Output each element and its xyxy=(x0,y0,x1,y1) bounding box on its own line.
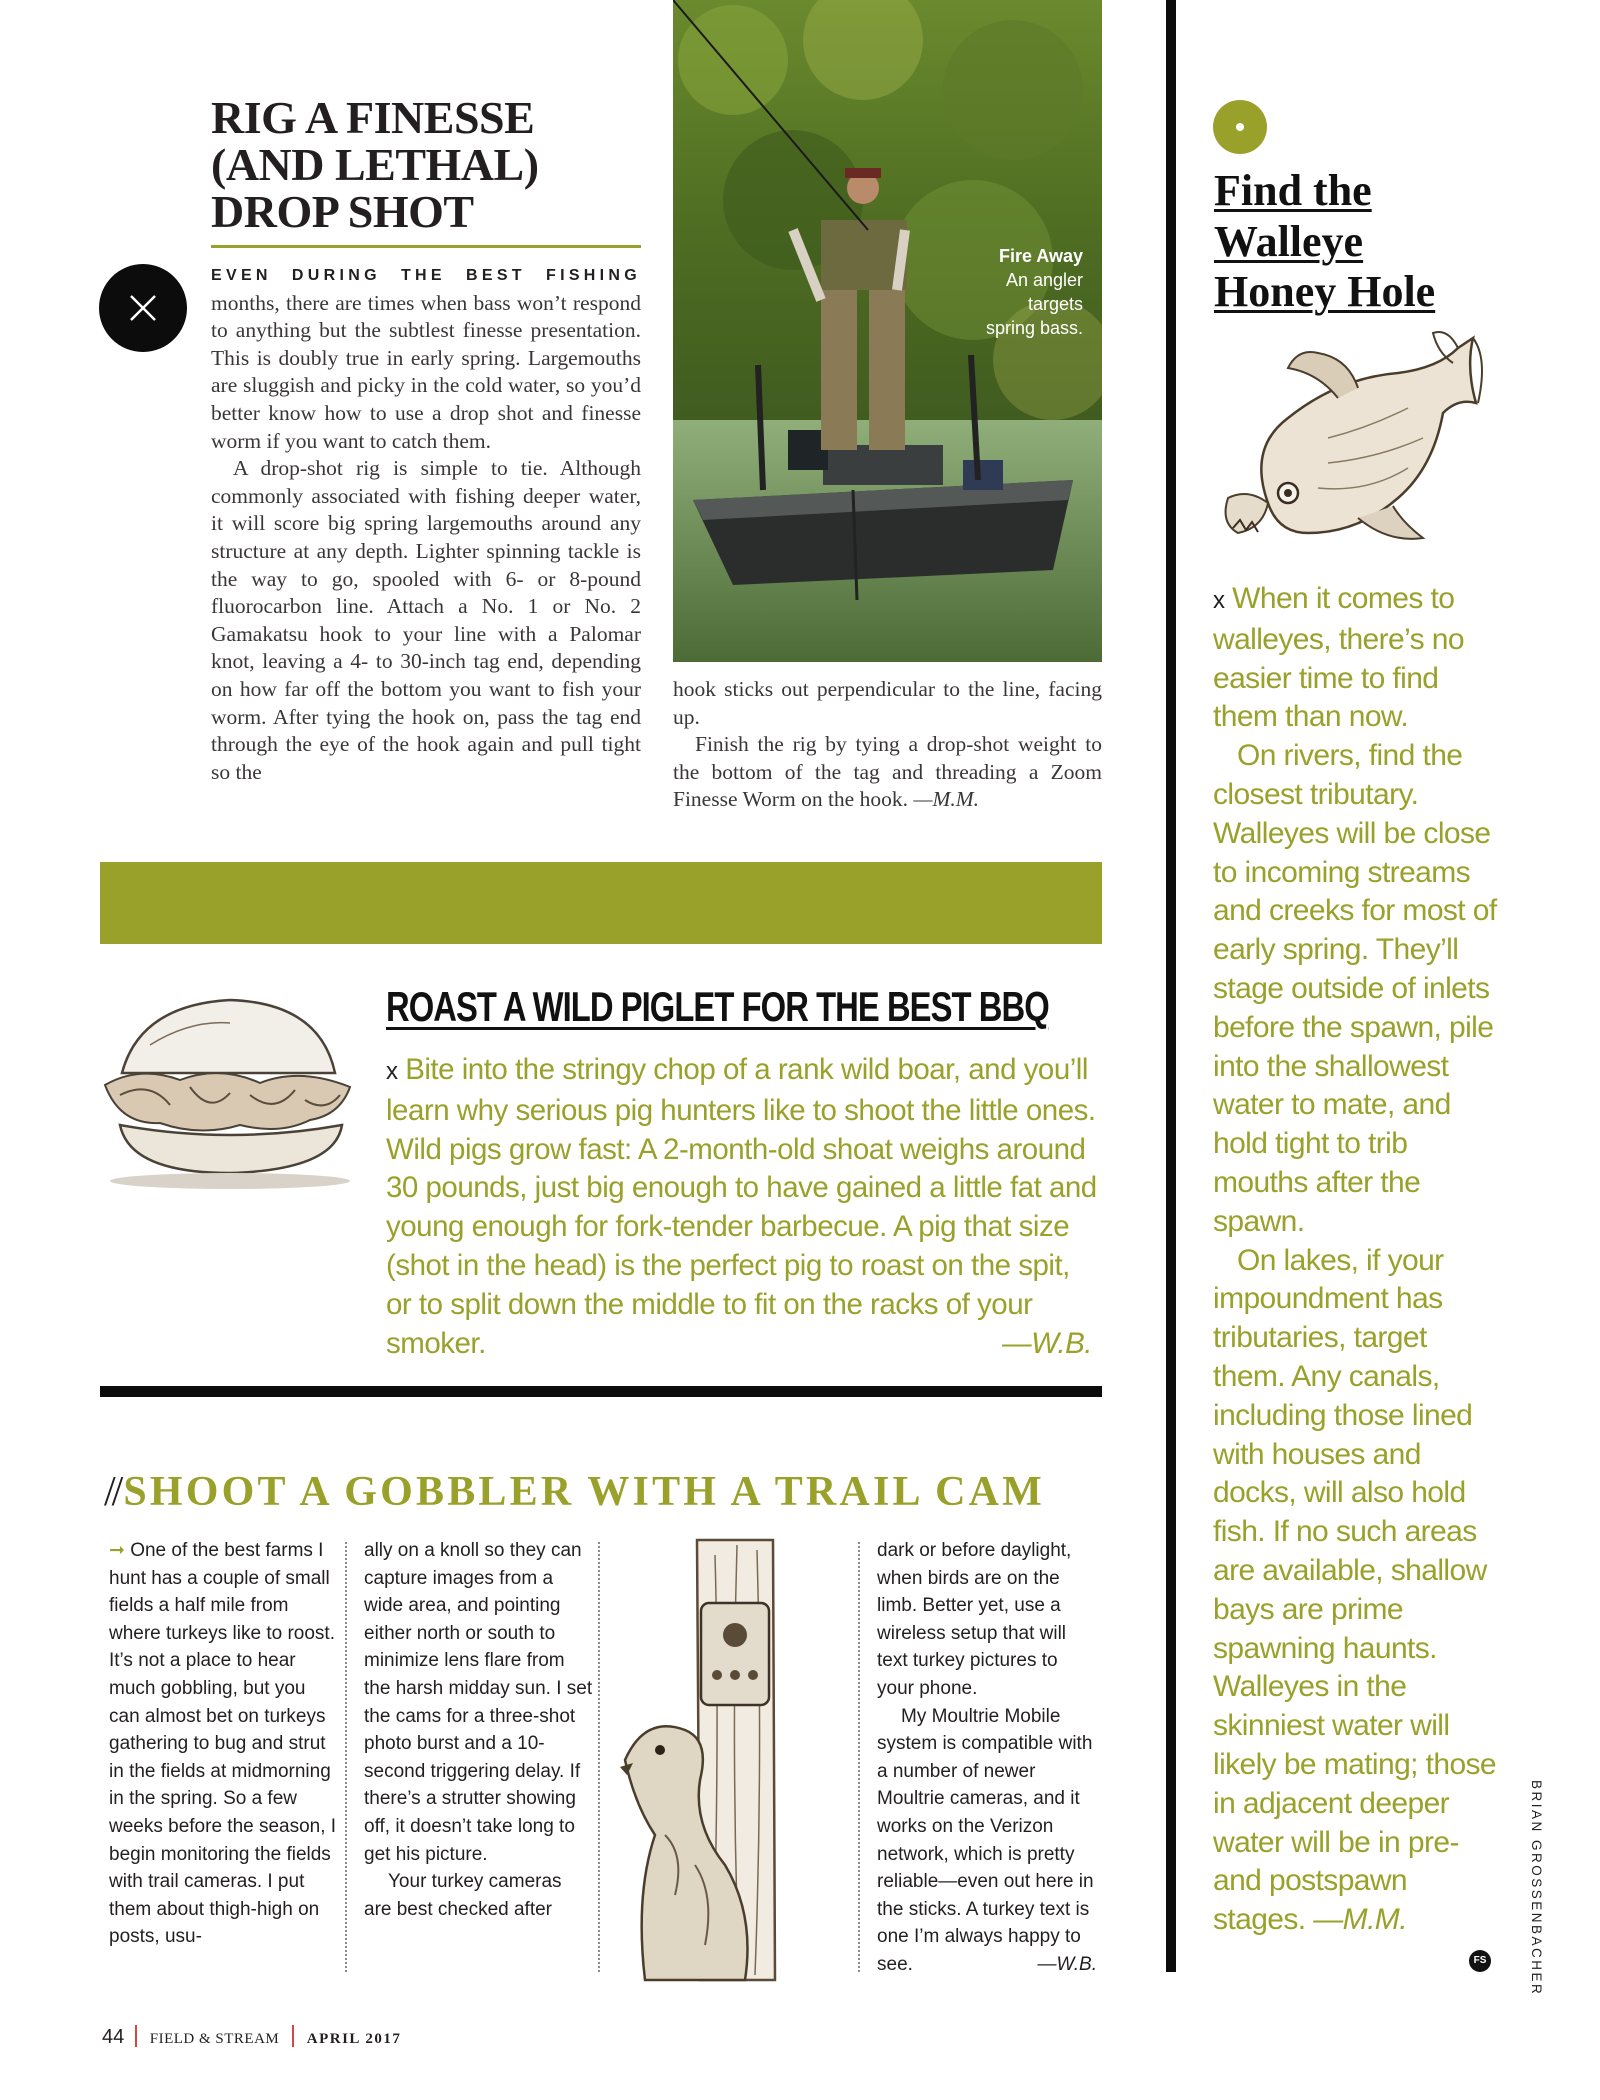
turkey-trail-camera-illustration xyxy=(605,1535,855,1985)
issue-date: APRIL 2017 xyxy=(306,2031,402,2047)
gobbler-column-divider-1 xyxy=(345,1542,347,1972)
photo-caption-line1: An angler xyxy=(1005,270,1083,290)
walleye-p2: On rivers, find the closest tributary. Walleyes will be close to incoming streams and creeks for most of early spring. They’ll stage outside of inlets before the spawn, pile into the shallowest water to mate, and hold tight to trib mouths after the spawn. xyxy=(1213,739,1497,1238)
walleye-p1 xyxy=(1213,580,1498,737)
bullet-circle-icon xyxy=(1213,100,1267,154)
drop-shot-p2: A drop-shot rig is simple to tie. Although commonly associated with fishing deeper water, it will score big spring largemouths around any structure at any depth. Lighter spinning tackle is the way to go, spooled with 6- or 8-pound fluorocarbon line. Attach a No. 1 or No. 2 Gamakatsu hook to your line with a Palomar knot, leaving a 4- to 30-inch tag end, depending on how far off the bottom you want to fish your worm. After tying the hook on, pass the tag end through the eye of the hook again and pull tight so the xyxy=(211,456,641,784)
walleye-title xyxy=(1214,166,1514,318)
gobbler-col1-text: One of the best farms I hunt has a couple of small fields a half mile from where turkeys like to roost. It’s not a place to hear much gobbling, but you can almost bet on turkeys gathering to bug and strut in the fields at midmorning in the spring. So a few weeks before the season, I begin monitoring the fields with trail cameras. I put them about thigh-high on posts, usu- xyxy=(109,1540,337,1948)
page-number: 44 xyxy=(102,2026,125,2048)
magazine-name: FIELD & STREAM xyxy=(149,2031,280,2047)
gobbler-byline: —W.B. xyxy=(1037,1953,1097,1975)
drop-shot-title-rule xyxy=(211,245,641,248)
black-section-rule xyxy=(100,1386,1102,1397)
drop-shot-title-line3: DROP SHOT xyxy=(211,186,474,237)
gobbler-col3-p1: dark or before daylight, when birds are on the limb. Better yet, use a wireless setup that will text turkey pictures to your phone. xyxy=(877,1540,1072,1699)
gobbler-col2-p2: Your turkey cameras are best checked after xyxy=(364,1871,562,1920)
gobbler-col1-paragraph xyxy=(109,1537,337,1951)
gobbler-col2-p1: ally on a knoll so they can capture images from a wide area, and pointing either north or south to minimize lens flare from the harsh midday sun. I set the cams for a three-shot photo burst and a 10-second triggering delay. If there’s a strutter showing off, it doesn’t take long to get his picture. xyxy=(364,1540,593,1865)
walleye-body xyxy=(1213,580,1498,1940)
olive-banner xyxy=(100,862,1102,944)
drop-shot-col2-p2-text: Finish the rig by tying a drop-shot weight to the bottom of the tag and threading a Zoom Finesse Worm on the hook. xyxy=(673,732,1102,812)
drop-shot-lead-paragraph xyxy=(211,260,641,455)
footer-divider-2 xyxy=(292,2025,294,2047)
piglet-x-mark: x xyxy=(386,1058,398,1085)
drop-shot-col2-p2 xyxy=(673,731,1102,814)
fs-logo-text: FS xyxy=(1473,1955,1487,1966)
walleye-x-mark: x xyxy=(1213,587,1225,614)
pulled-pork-sandwich-illustration xyxy=(80,985,360,1195)
gobbler-col3-p2 xyxy=(877,1703,1097,1979)
piglet-body xyxy=(386,1051,1098,1363)
drop-shot-lead-caps: EVEN DURING THE BEST FISHING xyxy=(211,267,641,284)
drop-shot-title-line2: (AND LETHAL) xyxy=(211,139,539,190)
footer-divider-1 xyxy=(135,2025,137,2047)
gobbler-col3-p2-text: My Moultrie Mobile system is compatible with a number of newer Moultrie cameras, and it works on the Verizon network, which is pretty reliable—even out here in the sticks. A turkey text is one I’m always happy to see. xyxy=(877,1705,1094,1975)
walleye-title-line1: Find the xyxy=(1214,166,1372,215)
gobbler-column-divider-2 xyxy=(598,1542,600,1972)
drop-shot-column-2 xyxy=(673,676,1102,814)
page-footer xyxy=(102,2025,401,2049)
arrow-right-icon: ➞ xyxy=(109,1540,125,1561)
photo-caption-title: Fire Away xyxy=(998,246,1083,266)
walleye-illustration xyxy=(1208,328,1488,568)
photo-caption xyxy=(900,244,1083,340)
walleye-title-line3: Honey Hole xyxy=(1214,267,1436,316)
drop-shot-title xyxy=(211,94,651,235)
piglet-title: ROAST A WILD PIGLET FOR THE BEST BBQ xyxy=(386,983,1049,1030)
vertical-column-rule xyxy=(1166,0,1176,1972)
gobbler-column-divider-3 xyxy=(858,1542,860,1972)
close-icon xyxy=(99,264,187,352)
walleye-title-line2: Walleye xyxy=(1214,216,1364,266)
walleye-p1-text: When it comes to walleyes, there’s no easier time to find them than now. xyxy=(1213,582,1464,734)
drop-shot-column-1 xyxy=(211,260,641,786)
fs-logo-icon xyxy=(1469,1950,1491,1972)
gobbler-column-1 xyxy=(109,1537,337,1951)
gobbler-title: SHOOT A GOBBLER WITH A TRAIL CAM xyxy=(123,1469,1046,1515)
walleye-p3 xyxy=(1213,1242,1498,1940)
photo-caption-line3: spring bass. xyxy=(985,318,1083,338)
gobbler-heading xyxy=(104,1468,1104,1516)
piglet-body-text: Bite into the stringy chop of a rank wild boar, and you’ll learn why serious pig hunters like to shoot the little ones. Wild pigs grow fast: A 2-month-old shoat weighs around 30 pounds, just big enough to have gained a little fat and young enough for fork-tender barbecue. A pig that size (shot in the head) is the perfect pig to roast on the spit, or to split down the middle to fit on the racks of your smoker. xyxy=(386,1053,1097,1360)
piglet-byline: —W.B. xyxy=(1002,1326,1092,1360)
gobbler-column-3 xyxy=(877,1537,1097,1979)
drop-shot-col2-p1: hook sticks out perpendicular to the line, facing up. xyxy=(673,677,1102,729)
walleye-byline: —M.M. xyxy=(1313,1903,1407,1937)
photo-caption-line2: targets xyxy=(1027,294,1083,314)
gobbler-slashes: // xyxy=(104,1469,120,1515)
drop-shot-byline: —M.M. xyxy=(913,787,980,812)
walleye-p3-text: On lakes, if your impoundment has tributaries, target them. Any canals, including those lined with houses and docks, will also hold fish. If no such areas are available, shallow bays are prime spawning haunts. Walleyes in the skinniest water will likely be mating; those in adjacent deeper water will be in pre- and postspawn stages. xyxy=(1213,1243,1497,1937)
gobbler-column-2 xyxy=(364,1537,594,1923)
drop-shot-p1: months, there are times when bass won’t respond to anything but the subtlest finesse presentation. This is doubly true in early spring. Largemouths are sluggish and picky in the cold water, so you’d better know how to use a drop shot and finesse worm if you want to catch them. xyxy=(211,290,641,453)
drop-shot-title-line1: RIG A FINESSE xyxy=(211,92,535,143)
